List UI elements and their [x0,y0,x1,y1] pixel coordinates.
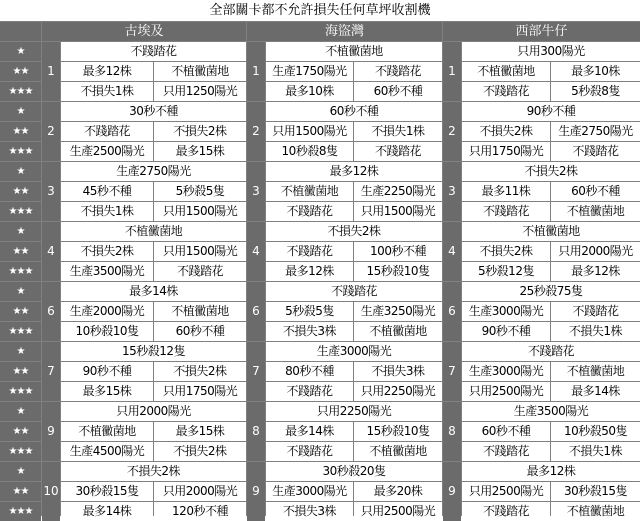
challenge-cell: 最多11株 [462,182,550,201]
challenge-cell: 只用1250陽光 [154,82,246,101]
challenge-cell: 生產2750陽光 [551,122,640,141]
challenge-cell: 60秒不種 [462,422,550,441]
challenge-cell: 最多14株 [266,422,353,441]
star-rating-label: ★ [0,222,41,241]
challenge-cell: 60秒不種 [551,182,640,201]
level-number: 2 [247,102,265,161]
level-number: 1 [247,42,265,101]
challenge-cell: 不植黴菌地 [266,42,442,61]
challenge-cell: 不植黴菌地 [551,362,640,381]
challenge-cell: 不踐踏花 [266,442,353,461]
challenge-cell: 100秒不種 [354,242,442,261]
challenge-cell: 生產3500陽光 [462,402,640,421]
level-number: 8 [247,402,265,461]
challenge-cell: 不植黴菌地 [354,322,442,341]
challenge-cell: 90秒不種 [61,362,153,381]
level-number: 8 [443,402,461,461]
challenge-cell: 只用2000陽光 [154,482,246,501]
challenge-cell: 不植黴菌地 [61,422,153,441]
challenge-cell: 120秒不種 [154,502,246,521]
level-number: 3 [247,162,265,221]
challenge-cell: 60秒不種 [266,102,442,121]
challenge-cell: 最多10株 [551,62,640,81]
challenge-cell: 只用1500陽光 [354,202,442,221]
star-rating-label: ★★ [0,122,41,141]
challenge-cell: 80秒不種 [266,362,353,381]
challenge-cell: 不植黴菌地 [462,62,550,81]
star-rating-label: ★★★ [0,442,41,461]
challenge-cell: 生產3000陽光 [266,342,442,361]
challenge-cell: 最多15株 [154,142,246,161]
level-number: 4 [443,222,461,281]
challenge-cell: 不損失2株 [61,462,246,481]
challenge-cell: 最多12株 [551,262,640,281]
challenge-cell: 只用2250陽光 [354,382,442,401]
star-rating-label: ★★★ [0,262,41,281]
challenge-cell: 不踐踏花 [266,382,353,401]
challenge-cell: 不踐踏花 [266,202,353,221]
challenge-cell: 最多12株 [61,62,153,81]
level-number: 1 [42,42,60,101]
challenge-cell: 不踐踏花 [462,502,550,521]
challenge-cell: 不踐踏花 [354,62,442,81]
level-number: 10 [42,462,60,521]
star-rating-label: ★ [0,282,41,301]
challenge-cell: 5秒殺5隻 [266,302,353,321]
challenge-cell: 最多20株 [354,482,442,501]
challenge-cell: 30秒殺20隻 [266,462,442,481]
challenge-cell: 不踐踏花 [462,82,550,101]
challenge-cell: 不損失3株 [266,502,353,521]
challenge-cell: 30秒殺15隻 [551,482,640,501]
challenge-cell: 不踐踏花 [551,142,640,161]
star-rating-label: ★ [0,462,41,481]
challenge-cell: 不踐踏花 [61,42,246,61]
challenge-cell: 不損失1株 [61,202,153,221]
challenge-cell: 不踐踏花 [462,342,640,361]
challenge-cell: 60秒不種 [154,322,246,341]
challenge-cell: 生產2250陽光 [354,182,442,201]
challenge-cell: 不植黴菌地 [551,502,640,521]
level-number: 4 [247,222,265,281]
challenge-cell: 最多14株 [551,382,640,401]
table-title: 全部關卡都不允許損失任何草坪收割機 [0,0,640,21]
star-rating-label: ★★★ [0,82,41,101]
challenge-cell: 45秒不種 [61,182,153,201]
star-rating-label: ★★★ [0,382,41,401]
challenge-cell: 不植黴菌地 [266,182,353,201]
challenge-cell: 不植黴菌地 [551,202,640,221]
challenge-cell: 不損失2株 [154,362,246,381]
challenge-cell: 只用2500陽光 [462,382,550,401]
challenge-cell: 不植黴菌地 [154,62,246,81]
challenge-cell: 只用300陽光 [462,42,640,61]
level-number: 2 [443,102,461,161]
challenge-cell: 15秒殺10隻 [354,262,442,281]
challenge-cell: 不損失1株 [551,442,640,461]
challenge-cell: 60秒不種 [354,82,442,101]
challenge-cell: 只用1500陽光 [154,202,246,221]
challenge-cell: 只用1500陽光 [266,122,353,141]
challenge-cell: 最多14株 [61,282,246,301]
level-number: 9 [42,402,60,461]
challenge-cell: 只用1750陽光 [154,382,246,401]
challenge-cell: 30秒殺15隻 [61,482,153,501]
challenge-cell: 不踐踏花 [61,122,153,141]
challenge-cell: 不損失2株 [462,162,640,181]
challenge-cell: 10秒殺50隻 [551,422,640,441]
level-number: 2 [42,102,60,161]
header-corner [0,22,41,41]
star-rating-label: ★★ [0,302,41,321]
challenge-cell: 生產2750陽光 [61,162,246,181]
challenge-cell: 5秒殺5隻 [154,182,246,201]
challenge-cell: 生產2500陽光 [61,142,153,161]
challenge-cell: 不植黴菌地 [462,222,640,241]
challenge-cell: 15秒殺10隻 [354,422,442,441]
column-header: 海盜灣 [247,22,442,41]
challenge-cell: 不損失3株 [354,362,442,381]
challenge-cell: 只用1750陽光 [462,142,550,161]
level-number: 7 [42,342,60,401]
challenge-cell: 生產3250陽光 [354,302,442,321]
challenge-cell: 不踐踏花 [266,242,353,261]
challenge-cell: 不踐踏花 [462,442,550,461]
star-rating-label: ★ [0,342,41,361]
level-number: 7 [247,342,265,401]
challenge-cell: 5秒殺8隻 [551,82,640,101]
challenge-cell: 不植黴菌地 [154,302,246,321]
challenge-cell: 最多12株 [266,262,353,281]
level-number: 3 [42,162,60,221]
challenge-cell: 30秒不種 [61,102,246,121]
challenge-cell: 不損失2株 [266,222,442,241]
challenge-cell: 生產3500陽光 [61,262,153,281]
challenge-cell: 只用1500陽光 [154,242,246,261]
challenge-cell: 不踐踏花 [462,202,550,221]
challenge-cell: 10秒殺8隻 [266,142,353,161]
star-rating-label: ★★ [0,422,41,441]
level-number: 7 [443,342,461,401]
challenge-cell: 不損失2株 [61,242,153,261]
challenge-cell: 5秒殺12隻 [462,262,550,281]
challenge-cell: 不植黴菌地 [354,442,442,461]
challenge-cell: 25秒殺75隻 [462,282,640,301]
column-header: 古埃及 [42,22,246,41]
challenge-cell: 生產3000陽光 [462,302,550,321]
level-number: 6 [42,282,60,341]
challenge-cell: 不踐踏花 [154,262,246,281]
challenge-cell: 只用2000陽光 [551,242,640,261]
level-number: 6 [247,282,265,341]
challenge-cell: 不損失3株 [266,322,353,341]
challenge-cell: 只用2000陽光 [61,402,246,421]
challenge-cell: 15秒殺12隻 [61,342,246,361]
star-rating-label: ★★ [0,62,41,81]
star-rating-label: ★ [0,402,41,421]
star-rating-label: ★★★ [0,142,41,161]
star-rating-label: ★★ [0,242,41,261]
challenge-cell: 不損失2株 [154,122,246,141]
challenge-cell: 不損失2株 [154,442,246,461]
level-number: 6 [443,282,461,341]
challenge-cell: 90秒不種 [462,322,550,341]
challenge-cell: 生產1750陽光 [266,62,353,81]
challenge-cell: 最多14株 [61,502,153,521]
challenge-cell: 10秒殺10隻 [61,322,153,341]
challenge-cell: 不損失2株 [462,242,550,261]
star-rating-label: ★★★ [0,322,41,341]
level-number: 9 [443,462,461,521]
level-number: 3 [443,162,461,221]
challenge-cell: 最多10株 [266,82,353,101]
challenge-cell: 生產3000陽光 [462,362,550,381]
challenge-cell: 不損失1株 [61,82,153,101]
challenge-cell: 只用2250陽光 [266,402,442,421]
challenge-cell: 只用2500陽光 [462,482,550,501]
level-number: 9 [247,462,265,521]
star-rating-label: ★★ [0,482,41,501]
challenge-cell: 最多15株 [61,382,153,401]
challenge-cell: 90秒不種 [462,102,640,121]
star-rating-label: ★★ [0,182,41,201]
level-number: 4 [42,222,60,281]
column-header: 西部牛仔 [443,22,640,41]
star-rating-label: ★ [0,42,41,61]
challenge-cell: 生產4500陽光 [61,442,153,461]
challenge-cell: 最多15株 [154,422,246,441]
challenge-cell: 不損失2株 [462,122,550,141]
star-rating-label: ★★★ [0,502,41,521]
challenge-cell: 不植黴菌地 [61,222,246,241]
star-rating-label: ★★★ [0,202,41,221]
challenge-cell: 不損失1株 [354,122,442,141]
star-rating-label: ★ [0,162,41,181]
challenge-cell: 只用2500陽光 [354,502,442,521]
challenge-cell: 不踐踏花 [266,282,442,301]
challenge-cell: 最多12株 [266,162,442,181]
challenge-cell: 不踐踏花 [551,302,640,321]
challenge-cell: 不損失1株 [551,322,640,341]
challenge-cell: 不踐踏花 [354,142,442,161]
level-number: 1 [443,42,461,101]
challenge-cell: 最多12株 [462,462,640,481]
challenge-cell: 生產3000陽光 [266,482,353,501]
star-rating-label: ★ [0,102,41,121]
star-rating-label: ★★ [0,362,41,381]
challenge-cell: 生產2000陽光 [61,302,153,321]
